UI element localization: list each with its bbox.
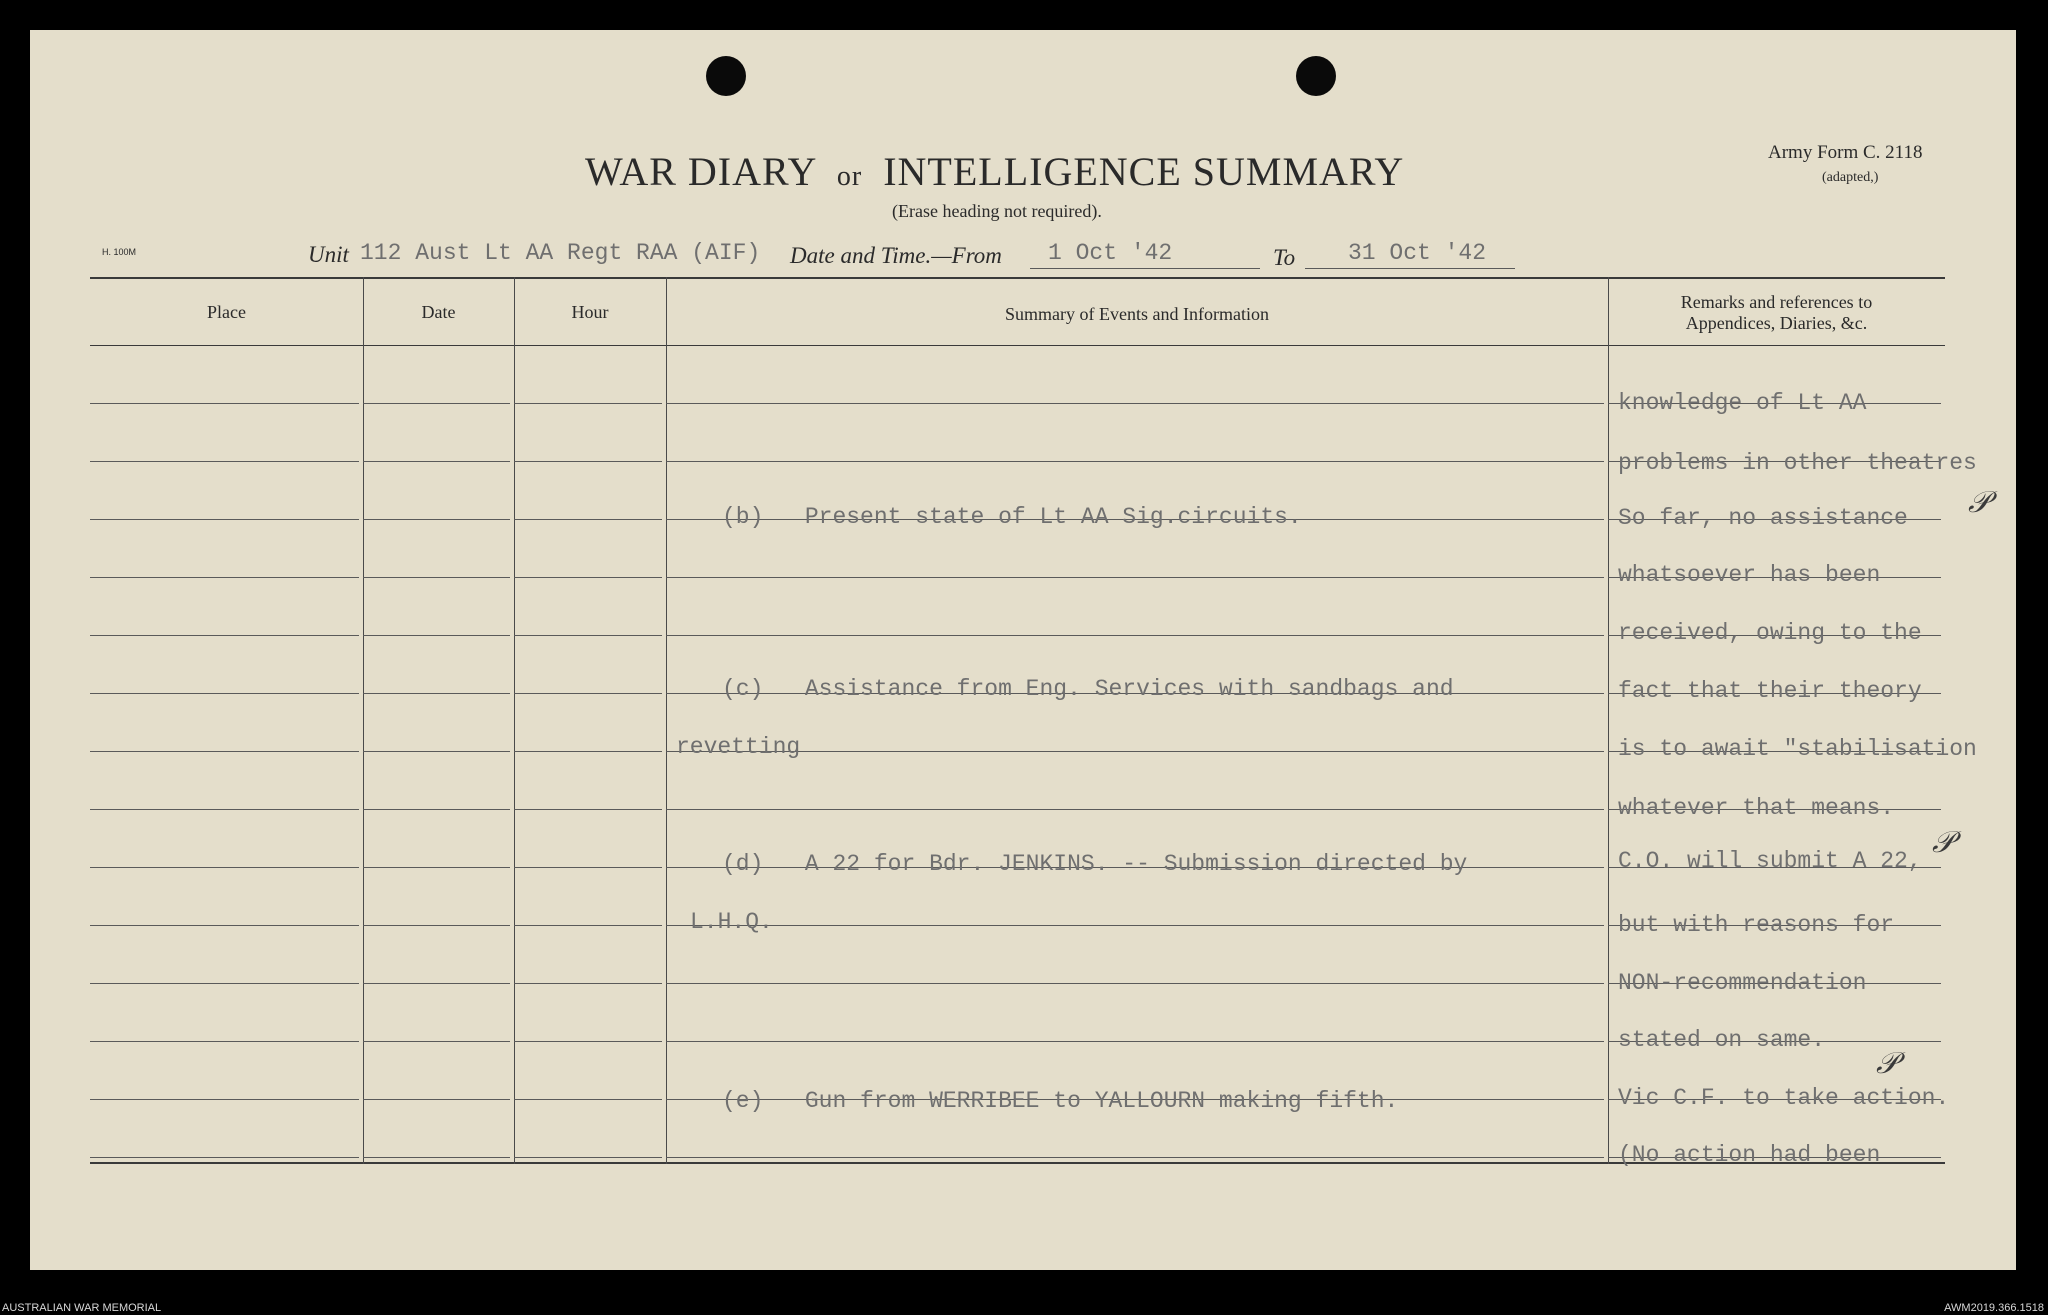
row-rule <box>514 1157 662 1158</box>
row-rule <box>666 1157 1604 1158</box>
remarks-line: stated on same. <box>1618 1027 1826 1053</box>
form-title <box>585 148 1404 195</box>
summary-label-d: (d) <box>722 851 764 877</box>
row-rule <box>514 403 662 404</box>
remarks-line: Vic C.F. to take action. <box>1618 1085 1950 1111</box>
row-rule <box>666 751 1604 752</box>
summary-text-e: Gun from WERRIBEE to YALLOURN making fifth. <box>804 1088 1399 1114</box>
remarks-line: C.O. will submit A 22, <box>1618 848 1922 874</box>
remarks-line: fact that their theory <box>1618 678 1922 704</box>
row-rule <box>514 461 662 462</box>
row-rule <box>363 403 510 404</box>
remarks-line: knowledge of Lt AA <box>1618 390 1867 416</box>
row-rule <box>514 693 662 694</box>
to-underline <box>1305 268 1515 269</box>
row-rule <box>363 461 510 462</box>
summary-line-d-cont: L.H.Q. <box>690 909 773 935</box>
row-rule <box>90 1157 359 1158</box>
diary-page <box>30 30 2016 1270</box>
remarks-line: NON-recommendation <box>1618 970 1867 996</box>
remarks-line: So far, no assistance <box>1618 505 1908 531</box>
row-rule <box>666 461 1604 462</box>
punch-hole-left <box>706 56 746 96</box>
row-rule <box>514 925 662 926</box>
row-rule <box>514 635 662 636</box>
row-rule <box>90 925 359 926</box>
unit-value: 112 Aust Lt AA Regt RAA (AIF) <box>360 240 761 266</box>
erase-note: (Erase heading not required). <box>892 201 1102 221</box>
row-rule <box>90 983 359 984</box>
remarks-header-line1: Remarks and references to <box>1680 292 1873 312</box>
row-rule <box>90 635 359 636</box>
remarks-line: whatsoever has been <box>1618 562 1881 588</box>
to-value: 31 Oct '42 <box>1348 240 1487 266</box>
row-rule <box>666 925 1604 926</box>
row-rule <box>363 983 510 984</box>
row-rule <box>90 1099 359 1100</box>
row-rule <box>666 1041 1604 1042</box>
summary-text-c: Assistance from Eng. Services with sandbags and <box>804 676 1454 702</box>
army-form-label: Army Form C. 2118 <box>1768 142 1923 163</box>
row-rule <box>666 983 1604 984</box>
remarks-line: whatever that means. <box>1618 795 1895 821</box>
row-rule <box>363 635 510 636</box>
row-rule <box>90 403 359 404</box>
row-rule <box>90 519 359 520</box>
row-rule <box>363 693 510 694</box>
row-rule <box>666 403 1604 404</box>
summary-text-d: A 22 for Bdr. JENKINS. -- Submission directed by <box>804 851 1468 877</box>
row-rule <box>90 693 359 694</box>
initials-mark: 𝒫 <box>1968 485 1990 520</box>
to-label: To <box>1273 245 1296 270</box>
row-rule <box>363 925 510 926</box>
row-rule <box>90 1041 359 1042</box>
row-rule <box>90 461 359 462</box>
date-time-label: Date and Time.—From <box>790 243 1002 268</box>
initials-mark: 𝒫 <box>1876 1046 1898 1081</box>
row-rule <box>514 519 662 520</box>
remarks-header-line2: Appendices, Diaries, &c. <box>1685 313 1868 333</box>
row-rule <box>514 983 662 984</box>
title-or: or <box>836 161 863 192</box>
remarks-line: received, owing to the <box>1618 620 1922 646</box>
table-top-border <box>90 277 1945 279</box>
header-bottom-border <box>90 345 1945 346</box>
row-rule <box>363 867 510 868</box>
summary-line-e <box>722 1088 1398 1114</box>
column-divider-summary-remarks <box>1608 277 1609 1164</box>
row-rule <box>666 635 1604 636</box>
remarks-line: problems in other theatres <box>1618 450 1977 476</box>
title-war-diary: WAR DIARY <box>585 149 816 194</box>
remarks-line: (No action had been <box>1618 1142 1881 1168</box>
row-rule <box>363 1041 510 1042</box>
column-header-remarks <box>1608 292 1945 334</box>
summary-line-c-cont: revetting <box>676 734 801 760</box>
column-header-place: Place <box>207 302 246 322</box>
column-header-date: Date <box>421 302 456 322</box>
title-intelligence-summary: INTELLIGENCE SUMMARY <box>883 149 1405 194</box>
row-rule <box>514 809 662 810</box>
form-code: H. 100M <box>102 247 137 257</box>
punch-hole-right <box>1296 56 1336 96</box>
summary-line-c <box>722 676 1454 702</box>
column-divider-hour-summary <box>666 277 667 1164</box>
row-rule <box>666 809 1604 810</box>
column-header-hour: Hour <box>571 302 609 322</box>
adapted-label: (adapted,) <box>1822 170 1879 185</box>
summary-line-b <box>722 504 1302 530</box>
row-rule <box>90 577 359 578</box>
row-rule <box>363 809 510 810</box>
column-divider-date-hour <box>514 277 515 1164</box>
row-rule <box>90 867 359 868</box>
summary-label-b: (b) <box>722 504 764 530</box>
column-header-summary: Summary of Events and Information <box>1005 304 1269 324</box>
row-rule <box>363 1157 510 1158</box>
row-rule <box>514 751 662 752</box>
row-rule <box>514 1041 662 1042</box>
footer-right-caption: AWM2019.366.1518 <box>1944 1302 2044 1314</box>
remarks-line: but with reasons for <box>1618 912 1895 938</box>
summary-text-b: Present state of Lt AA Sig.circuits. <box>804 504 1302 530</box>
row-rule <box>90 809 359 810</box>
row-rule <box>666 577 1604 578</box>
column-divider-place-date <box>363 277 364 1164</box>
from-value: 1 Oct '42 <box>1048 240 1173 266</box>
row-rule <box>514 867 662 868</box>
summary-label-e: (e) <box>722 1088 764 1114</box>
unit-label: Unit <box>308 242 349 267</box>
row-rule <box>363 751 510 752</box>
summary-line-d <box>722 851 1467 877</box>
remarks-line: is to await "stabilisation <box>1618 736 1977 762</box>
row-rule <box>363 1099 510 1100</box>
row-rule <box>363 577 510 578</box>
row-rule <box>514 577 662 578</box>
initials-mark: 𝒫 <box>1932 825 1954 860</box>
summary-label-c: (c) <box>722 676 764 702</box>
from-underline <box>1030 268 1260 269</box>
row-rule <box>514 1099 662 1100</box>
footer-left-caption: AUSTRALIAN WAR MEMORIAL <box>2 1302 162 1314</box>
row-rule <box>363 519 510 520</box>
row-rule <box>90 751 359 752</box>
